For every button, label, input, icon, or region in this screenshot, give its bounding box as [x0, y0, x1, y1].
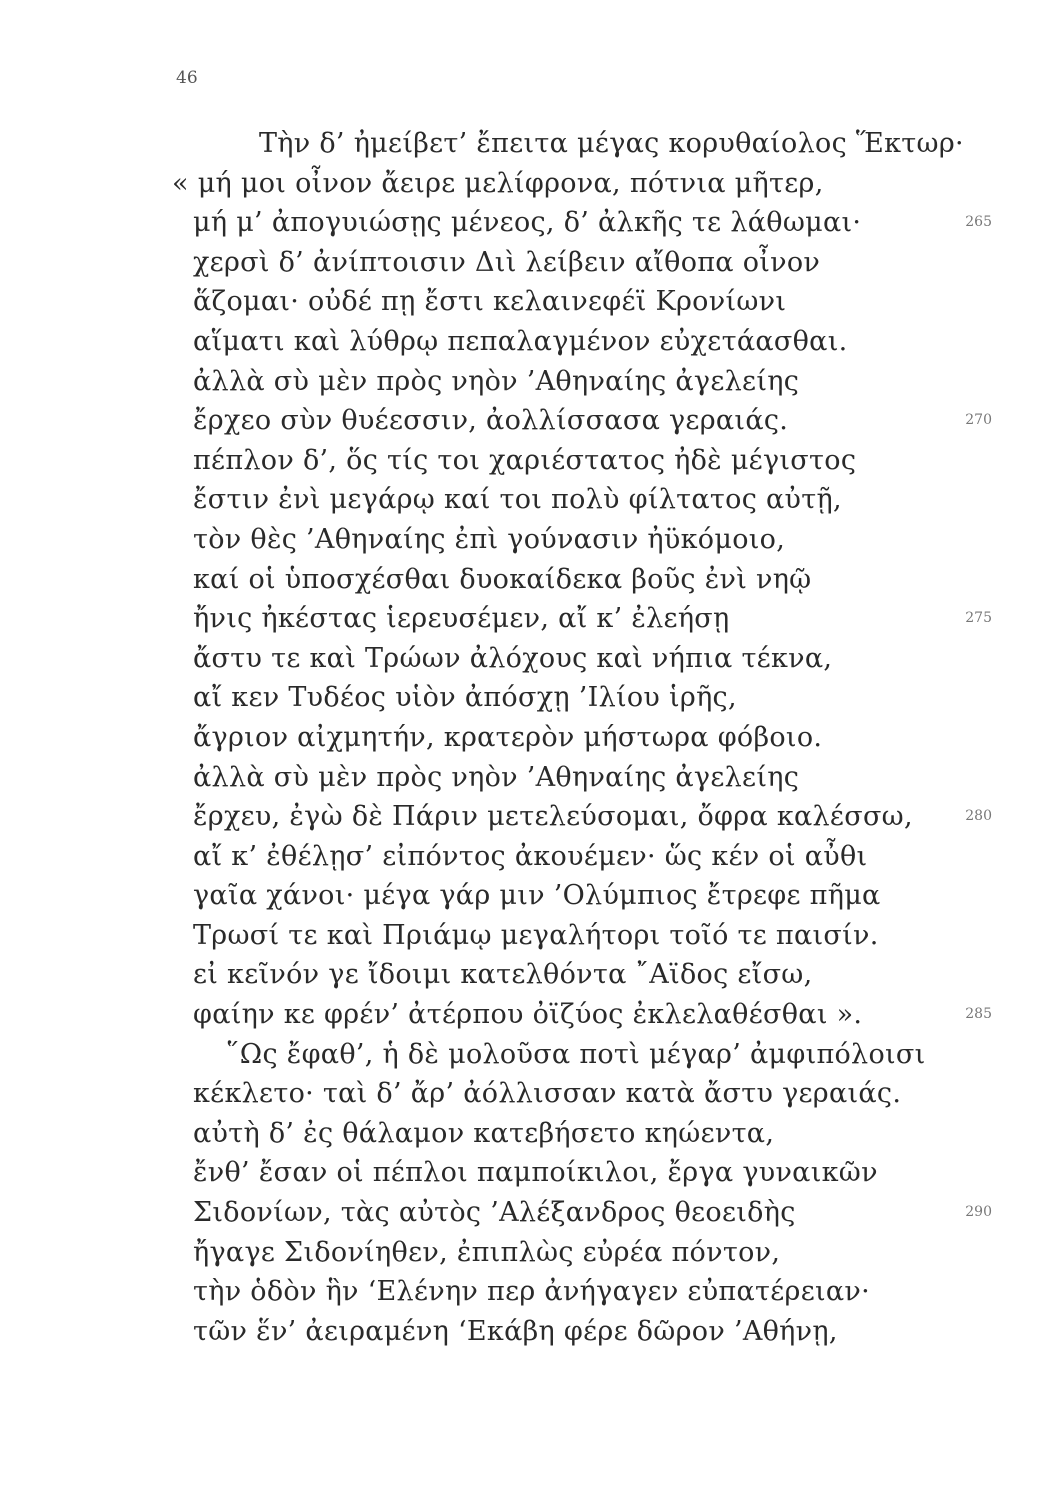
verse-text: αἵματι καὶ λύθρῳ πεπαλαγμένον εὐχετάασθαι.	[193, 325, 848, 357]
verse-line	[0, 1114, 1062, 1154]
verse-text: τὴν ὁδὸν ἣν ‘Ελένην περ ἀνήγαγεν εὐπατέρειαν·	[193, 1276, 871, 1308]
verse-text: κέκλετο· ταὶ δ’ ἄρ’ ἀόλλισσαν κατὰ ἄστυ γεραιάς.	[193, 1078, 902, 1110]
verse-line	[0, 718, 1062, 758]
verse-line	[0, 1193, 1062, 1233]
verse-text: τῶν ἕν’ ἀειραμένη ‘Εκάβη φέρε δῶρον ’Αθήνῃ,	[193, 1315, 838, 1347]
verse-line	[0, 401, 1062, 441]
verse-text: αἴ κ’ ἐθέλῃσ’ εἰπόντος ἀκουέμεν· ὥς κέν οἱ αὖθι	[193, 840, 868, 872]
verse-text: « μή μοι οἶνον ἄειρε μελίφρονα, πότνια μῆτερ,	[172, 167, 824, 199]
verse-line	[0, 322, 1062, 362]
verse-line	[0, 243, 1062, 283]
verse-line	[0, 1272, 1062, 1312]
verse-line	[0, 1312, 1062, 1352]
verse-line	[0, 203, 1062, 243]
verse-line	[0, 837, 1062, 877]
line-number: 275	[965, 610, 992, 627]
verse-line	[0, 916, 1062, 956]
verse-text: ἄστυ τε καὶ Τρώων ἀλόχους καὶ νήπια τέκνα,	[193, 642, 833, 674]
verse-line	[0, 362, 1062, 402]
verse-text: Τρωσί τε καὶ Πριάμῳ μεγαλήτορι τοῖό τε παισίν.	[193, 919, 879, 951]
line-number: 280	[965, 808, 992, 825]
verse-text: χερσὶ δ’ ἀνίπτοισιν Διὶ λείβειν αἴθοπα οἶνον	[193, 246, 821, 278]
verse-line	[0, 520, 1062, 560]
verse-line	[0, 995, 1062, 1035]
page-number: 46	[176, 68, 198, 88]
verse-text: ἅζομαι· οὐδέ πῃ ἔστι κελαινεφέϊ Κρονίωνι	[193, 286, 787, 318]
verse-text: αὐτὴ δ’ ἐς θάλαμον κατεβήσετο κηώεντα,	[193, 1117, 775, 1149]
verse-text: μή μ’ ἀπογυιώσῃς μένεος, δ’ ἀλκῆς τε λάθωμαι·	[193, 207, 862, 239]
verse-line	[0, 124, 1062, 164]
line-number: 265	[965, 214, 992, 231]
verse-text: καί οἱ ὑποσχέσθαι δυοκαίδεκα βοῦς ἐνὶ νηῷ	[193, 563, 812, 595]
verse-line	[0, 955, 1062, 995]
verse-line	[0, 1153, 1062, 1193]
verse-line	[0, 1035, 1062, 1075]
verse-text: γαῖα χάνοι· μέγα γάρ μιν ’Ολύμπιος ἔτρεφε πῆμα	[193, 880, 881, 912]
verse-line	[0, 560, 1062, 600]
verse-line	[0, 678, 1062, 718]
verse-text: ἀλλὰ σὺ μὲν πρὸς νηὸν ’Αθηναίης ἀγελείης	[193, 365, 800, 397]
verse-text: ἤγαγε Σιδονίηθεν, ἐπιπλὼς εὐρέα πόντον,	[193, 1236, 781, 1268]
verse-line	[0, 282, 1062, 322]
verse-line	[0, 480, 1062, 520]
verse-text: ἔστιν ἐνὶ μεγάρῳ καί τοι πολὺ φίλτατος αὐτῇ,	[193, 484, 842, 516]
verse-line	[0, 639, 1062, 679]
verse-block	[0, 124, 1062, 1351]
verse-line	[0, 1233, 1062, 1273]
verse-text: ἔνθ’ ἔσαν οἱ πέπλοι παμποίκιλοι, ἔργα γυναικῶν	[193, 1157, 878, 1189]
line-number: 285	[965, 1006, 992, 1023]
verse-line	[0, 441, 1062, 481]
verse-line	[0, 758, 1062, 798]
verse-text: ἄγριον αἰχμητήν, κρατερὸν μήστωρα φόβοιο.	[193, 721, 823, 753]
verse-text: εἰ κεῖνόν γε ἴδοιμι κατελθόντα ῎Αϊδος εἴσω,	[193, 959, 813, 991]
verse-line	[0, 876, 1062, 916]
verse-text: ἤνις ἠκέστας ἱερευσέμεν, αἴ κ’ ἐλεήσῃ	[193, 603, 730, 635]
verse-text: πέπλον δ’, ὅς τίς τοι χαριέστατος ἠδὲ μέγιστος	[193, 444, 857, 476]
verse-text: ῞Ως ἔφαθ’, ἡ δὲ μολοῦσα ποτὶ μέγαρ’ ἀμφιπόλοισι	[226, 1038, 926, 1070]
verse-text: Σιδονίων, τὰς αὐτὸς ’Αλέξανδρος θεοειδὴς	[193, 1197, 796, 1229]
verse-text: ἔρχεο σὺν θυέεσσιν, ἀολλίσσασα γεραιάς.	[193, 405, 789, 437]
line-number: 290	[965, 1204, 992, 1221]
verse-text: αἴ κεν Τυδέος υἱὸν ἀπόσχῃ ’Ιλίου ἱρῆς,	[193, 682, 737, 714]
verse-text: ἀλλὰ σὺ μὲν πρὸς νηὸν ’Αθηναίης ἀγελείης	[193, 761, 800, 793]
verse-line	[0, 1074, 1062, 1114]
verse-text: Τὴν δ’ ἠμείβετ’ ἔπειτα μέγας κορυθαίολος Ἕκτωρ·	[259, 128, 964, 159]
verse-line	[0, 797, 1062, 837]
verse-text: φαίην κε φρέν’ ἀτέρπου ὀϊζύος ἐκλελαθέσθαι ».	[193, 999, 863, 1031]
line-number: 270	[965, 412, 992, 429]
verse-text: τὸν θὲς ’Αθηναίης ἐπὶ γούνασιν ἠϋκόμοιο,	[193, 523, 786, 555]
verse-line	[0, 599, 1062, 639]
verse-text: ἔρχευ, ἐγὼ δὲ Πάριν μετελεύσομαι, ὄφρα καλέσσω,	[193, 801, 913, 833]
verse-line	[0, 164, 1062, 204]
